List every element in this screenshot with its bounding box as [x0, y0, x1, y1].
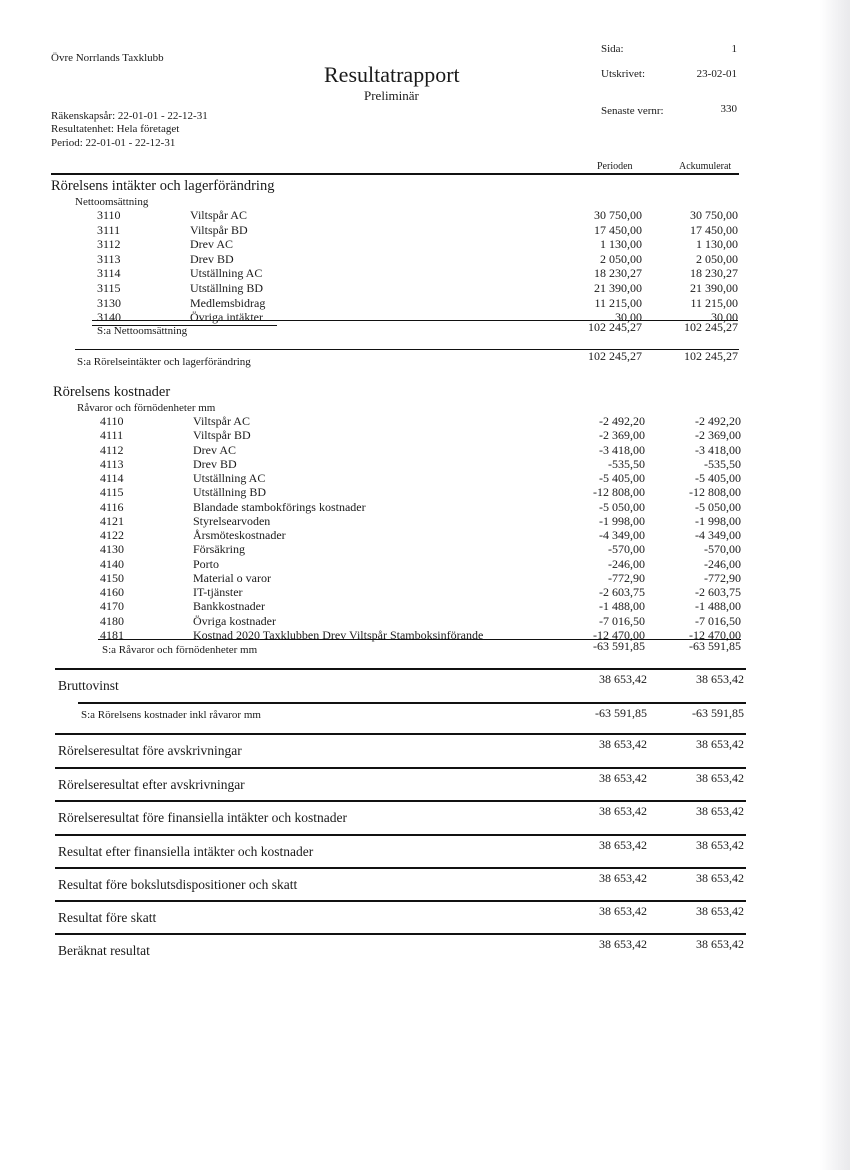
cost-account-name: Drev BD — [193, 457, 237, 471]
income-account-name: Övriga intäkter — [190, 310, 263, 324]
result-label: Bruttovinst — [58, 678, 119, 693]
cost-account-number: 4112 — [100, 443, 124, 457]
result-rule — [55, 668, 746, 670]
income-account-name: Utställning BD — [190, 281, 264, 295]
cost-account-number: 4113 — [100, 457, 124, 471]
cost-amount-accumulated: -7 016,50 — [695, 614, 741, 628]
cost-account-name: Porto — [193, 557, 220, 571]
costs-group-sum-accumulated: -63 591,85 — [689, 639, 741, 653]
fiscal-year: Räkenskapsår: 22-01-01 - 22-12-31 — [51, 110, 208, 122]
income-section-title: Rörelsens intäkter och lagerförändring — [51, 178, 275, 194]
income-amount-accumulated: 21 390,00 — [690, 281, 738, 295]
cost-amount-accumulated: -1 488,00 — [695, 599, 741, 613]
cost-account-number: 4181 — [100, 628, 124, 642]
cost-account-name: Utställning AC — [193, 471, 266, 485]
income-amount-accumulated: 2 050,00 — [696, 252, 738, 266]
income-account-name: Drev BD — [190, 252, 234, 266]
cost-account-name: Styrelsearvoden — [193, 514, 271, 528]
cost-amount-accumulated: -2 492,20 — [695, 414, 741, 428]
cost-amount-accumulated: -1 998,00 — [695, 514, 741, 528]
income-total-period: 102 245,27 — [588, 349, 642, 363]
cost-account-name: IT-tjänster — [193, 585, 243, 599]
cost-amount-period: -1 488,00 — [599, 599, 645, 613]
result-amount-accumulated: 38 653,42 — [696, 937, 744, 951]
header-rule — [51, 173, 739, 175]
income-amount-accumulated: 11 215,00 — [690, 296, 738, 310]
cost-account-number: 4150 — [100, 571, 124, 585]
result-amount-accumulated: -63 591,85 — [692, 706, 744, 720]
income-amount-accumulated: 30,00 — [711, 310, 738, 324]
result-unit: Resultatenhet: Hela företaget — [51, 123, 180, 135]
income-amount-accumulated: 18 230,27 — [690, 266, 738, 280]
report-title: Resultatrapport — [324, 62, 460, 87]
cost-amount-period: -2 369,00 — [599, 428, 645, 442]
result-amount-accumulated: 38 653,42 — [696, 771, 744, 785]
result-amount-period: 38 653,42 — [599, 937, 647, 951]
result-label: Rörelseresultat efter avskrivningar — [58, 777, 245, 792]
cost-account-number: 4170 — [100, 599, 124, 613]
income-amount-period: 18 230,27 — [594, 266, 642, 280]
cost-account-name: Drev AC — [193, 443, 236, 457]
income-amount-accumulated: 1 130,00 — [696, 237, 738, 251]
income-group-sum-accumulated: 102 245,27 — [684, 320, 738, 334]
cost-amount-period: -5 050,00 — [599, 500, 645, 514]
income-account-number: 3111 — [97, 223, 121, 237]
cost-amount-accumulated: -12 470,00 — [689, 628, 741, 642]
result-amount-period: 38 653,42 — [599, 904, 647, 918]
cost-amount-accumulated: -5 050,00 — [695, 500, 741, 514]
income-account-number: 3130 — [97, 296, 121, 310]
cost-account-name: Viltspår BD — [193, 428, 251, 442]
result-rule — [55, 867, 746, 869]
income-group-sum-period: 102 245,27 — [588, 320, 642, 334]
cost-amount-period: -2 492,20 — [599, 414, 645, 428]
version-label: Senaste vernr: — [601, 105, 664, 117]
cost-account-name: Material o varor — [193, 571, 271, 585]
cost-account-name: Övriga kostnader — [193, 614, 276, 628]
cost-account-number: 4110 — [100, 414, 124, 428]
cost-amount-accumulated: -4 349,00 — [695, 528, 741, 542]
income-account-number: 3114 — [97, 266, 121, 280]
cost-account-name: Viltspår AC — [193, 414, 250, 428]
result-amount-period: -63 591,85 — [595, 706, 647, 720]
costs-group-sum-label: S:a Råvaror och förnödenheter mm — [102, 644, 258, 656]
result-subtotal-label: S:a Rörelsens kostnader inkl råvaror mm — [81, 709, 261, 721]
result-rule — [55, 733, 746, 735]
income-amount-period: 17 450,00 — [594, 223, 642, 237]
cost-amount-accumulated: -2 369,00 — [695, 428, 741, 442]
cost-account-number: 4122 — [100, 528, 124, 542]
income-account-name: Viltspår AC — [190, 208, 247, 222]
income-account-number: 3113 — [97, 252, 121, 266]
page-label: Sida: — [601, 43, 624, 55]
page-number: 1 — [731, 43, 737, 55]
version-number: 330 — [720, 103, 737, 115]
income-amount-accumulated: 30 750,00 — [690, 208, 738, 222]
result-label: Resultat före skatt — [58, 910, 157, 925]
cost-amount-period: -4 349,00 — [599, 528, 645, 542]
result-amount-period: 38 653,42 — [599, 871, 647, 885]
cost-account-number: 4160 — [100, 585, 124, 599]
result-amount-accumulated: 38 653,42 — [696, 672, 744, 686]
cost-amount-accumulated: -3 418,00 — [695, 443, 741, 457]
cost-account-name: Bankkostnader — [193, 599, 265, 613]
cost-account-name: Årsmöteskostnader — [193, 528, 286, 542]
result-amount-period: 38 653,42 — [599, 672, 647, 686]
cost-amount-period: -5 405,00 — [599, 471, 645, 485]
report-subtitle: Preliminär — [364, 88, 419, 103]
result-rule — [55, 933, 746, 935]
costs-group-sum-period: -63 591,85 — [593, 639, 645, 653]
income-account-number: 3110 — [97, 208, 121, 222]
result-label: Rörelseresultat före avskrivningar — [58, 743, 242, 758]
result-rule — [55, 900, 746, 902]
result-rule — [55, 834, 746, 836]
cost-amount-period: -535,50 — [608, 457, 645, 471]
result-amount-accumulated: 38 653,42 — [696, 904, 744, 918]
cost-account-name: Kostnad 2020 Taxklubben Drev Viltspår Stamboksinförande — [193, 628, 484, 642]
cost-amount-period: -2 603,75 — [599, 585, 645, 599]
result-amount-accumulated: 38 653,42 — [696, 804, 744, 818]
income-account-number: 3115 — [97, 281, 121, 295]
income-account-name: Viltspår BD — [190, 223, 248, 237]
cost-account-number: 4180 — [100, 614, 124, 628]
result-rule — [55, 767, 746, 769]
income-account-number: 3112 — [97, 237, 121, 251]
cost-account-number: 4130 — [100, 542, 124, 556]
income-account-name: Drev AC — [190, 237, 233, 251]
cost-amount-accumulated: -772,90 — [704, 571, 741, 585]
result-label: Resultat före bokslutsdispositioner och skatt — [58, 877, 298, 892]
cost-account-name: Försäkring — [193, 542, 245, 556]
result-amount-period: 38 653,42 — [599, 771, 647, 785]
cost-amount-accumulated: -5 405,00 — [695, 471, 741, 485]
cost-account-number: 4121 — [100, 514, 124, 528]
column-header-accumulated: Ackumulerat — [679, 161, 732, 172]
income-amount-period: 21 390,00 — [594, 281, 642, 295]
cost-amount-period: -7 016,50 — [599, 614, 645, 628]
result-amount-accumulated: 38 653,42 — [696, 737, 744, 751]
income-group-sum-label: S:a Nettoomsättning — [97, 325, 188, 337]
result-amount-period: 38 653,42 — [599, 838, 647, 852]
income-account-name: Utställning AC — [190, 266, 263, 280]
result-label: Resultat efter finansiella intäkter och kostnader — [58, 844, 314, 859]
result-amount-period: 38 653,42 — [599, 737, 647, 751]
cost-amount-period: -772,90 — [608, 571, 645, 585]
cost-amount-accumulated: -2 603,75 — [695, 585, 741, 599]
organization-name: Övre Norrlands Taxklubb — [51, 52, 164, 64]
income-amount-period: 2 050,00 — [600, 252, 642, 266]
costs-group-title: Råvaror och förnödenheter mm — [77, 402, 216, 414]
income-amount-period: 11 215,00 — [594, 296, 642, 310]
result-label: Rörelseresultat före finansiella intäkter och kostnader — [58, 810, 348, 825]
result-rule — [55, 800, 746, 802]
income-account-name: Medlemsbidrag — [190, 296, 266, 310]
cost-amount-accumulated: -246,00 — [704, 557, 741, 571]
income-group-title: Nettoomsättning — [75, 196, 149, 208]
cost-account-number: 4140 — [100, 557, 124, 571]
page-edge-shadow — [820, 0, 850, 1170]
income-account-number: 3140 — [97, 310, 121, 324]
result-amount-period: 38 653,42 — [599, 804, 647, 818]
income-total-accumulated: 102 245,27 — [684, 349, 738, 363]
result-rule — [78, 702, 746, 704]
income-total-label: S:a Rörelseintäkter och lagerförändring — [77, 356, 251, 368]
cost-amount-period: -3 418,00 — [599, 443, 645, 457]
cost-account-number: 4114 — [100, 471, 124, 485]
cost-account-name: Blandade stambokförings kostnader — [193, 500, 366, 514]
income-amount-period: 1 130,00 — [600, 237, 642, 251]
printed-date: 23-02-01 — [696, 68, 737, 80]
cost-amount-period: -246,00 — [608, 557, 645, 571]
result-amount-accumulated: 38 653,42 — [696, 838, 744, 852]
cost-amount-period: -12 808,00 — [593, 485, 645, 499]
cost-account-name: Utställning BD — [193, 485, 267, 499]
cost-account-number: 4111 — [100, 428, 124, 442]
cost-amount-accumulated: -535,50 — [704, 457, 741, 471]
cost-amount-period: -12 470,00 — [593, 628, 645, 642]
printed-label: Utskrivet: — [601, 68, 645, 80]
costs-section-title: Rörelsens kostnader — [53, 384, 171, 400]
cost-account-number: 4116 — [100, 500, 124, 514]
result-amount-accumulated: 38 653,42 — [696, 871, 744, 885]
period: Period: 22-01-01 - 22-12-31 — [51, 137, 176, 149]
income-amount-period: 30,00 — [615, 310, 642, 324]
cost-account-number: 4115 — [100, 485, 124, 499]
cost-amount-period: -570,00 — [608, 542, 645, 556]
income-amount-period: 30 750,00 — [594, 208, 642, 222]
cost-amount-period: -1 998,00 — [599, 514, 645, 528]
cost-amount-accumulated: -12 808,00 — [689, 485, 741, 499]
income-amount-accumulated: 17 450,00 — [690, 223, 738, 237]
result-label: Beräknat resultat — [58, 943, 150, 958]
column-header-period: Perioden — [597, 161, 633, 172]
cost-amount-accumulated: -570,00 — [704, 542, 741, 556]
